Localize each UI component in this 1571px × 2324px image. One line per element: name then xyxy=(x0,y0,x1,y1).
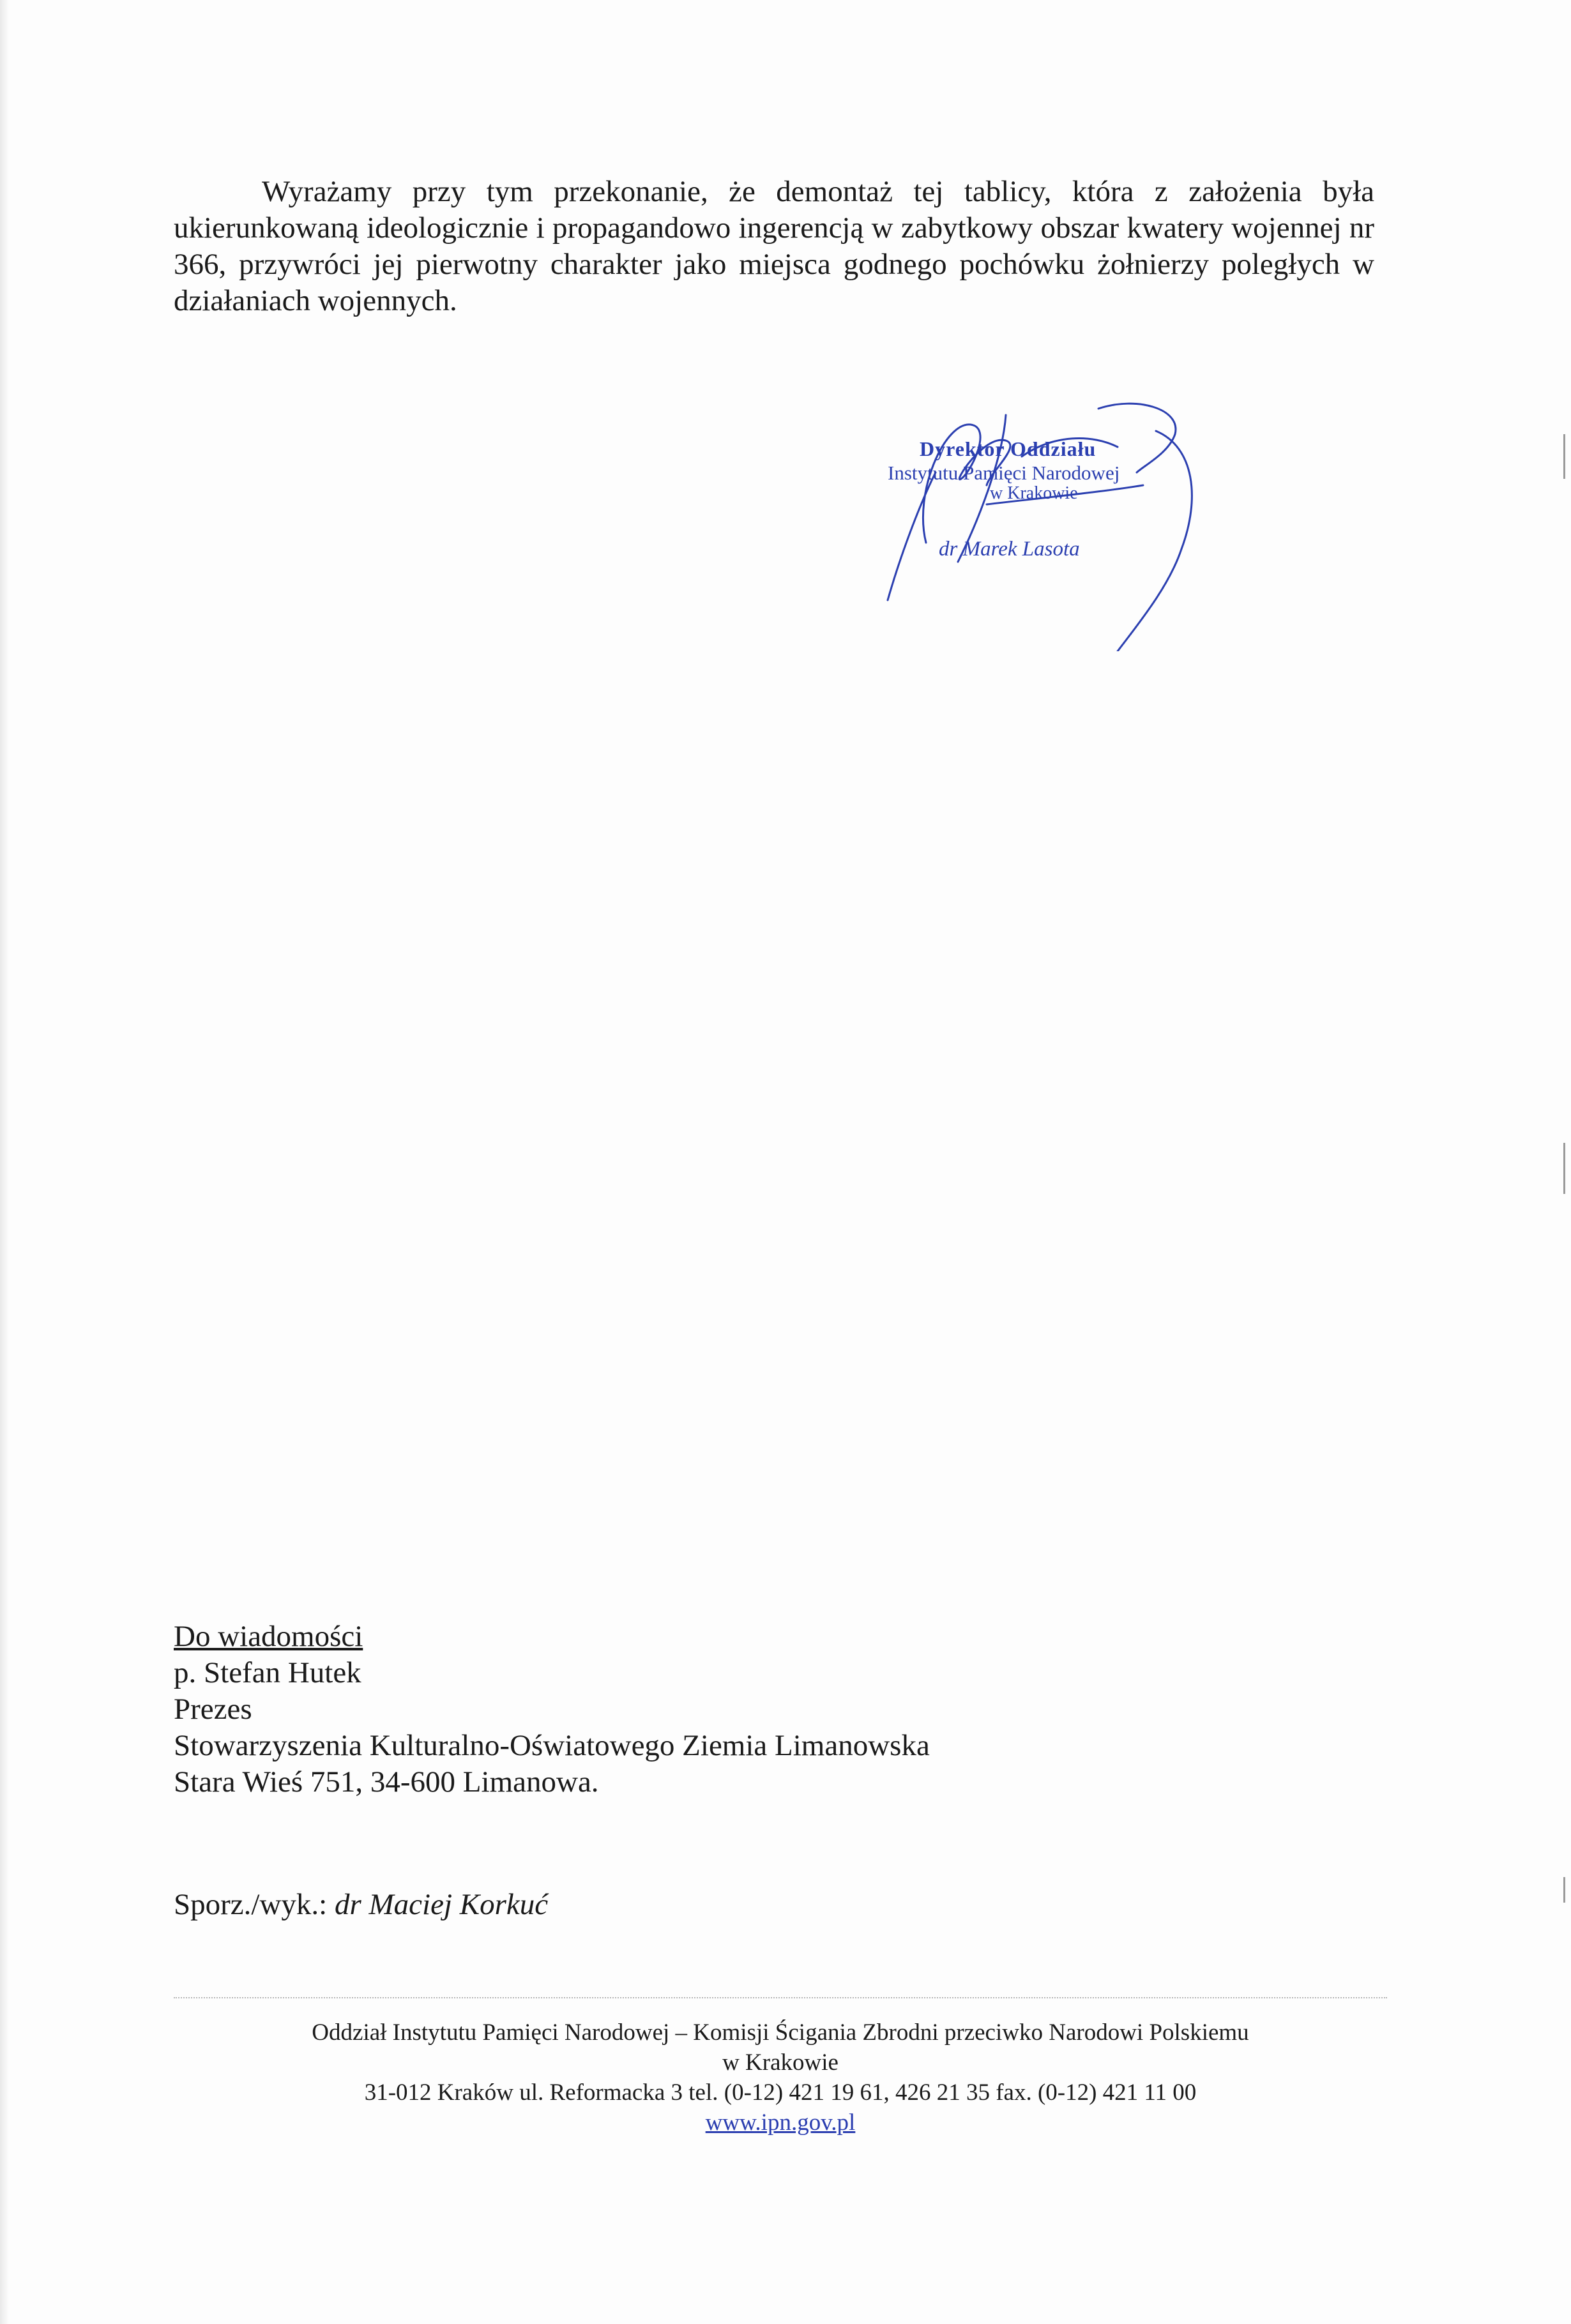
recipient-name: p. Stefan Hutek xyxy=(174,1656,361,1689)
signature-stamp xyxy=(875,396,1213,651)
scan-artifact xyxy=(1563,1877,1565,1903)
recipient-address: Stara Wieś 751, 34-600 Limanowa. xyxy=(174,1765,599,1799)
prepared-by-author: dr Maciej Korkuć xyxy=(334,1888,549,1921)
recipient-role: Prezes xyxy=(174,1693,252,1726)
prepared-by xyxy=(174,1887,548,1922)
footer-divider xyxy=(174,1997,1387,1998)
signature-scribble xyxy=(875,396,1213,651)
scan-edge-shadow xyxy=(0,0,9,2324)
signatory-name: dr Marek Lasota xyxy=(939,538,1080,561)
stamp-institution: Instytutu Pamięci Narodowej xyxy=(888,462,1120,484)
stamp-city: w Krakowie xyxy=(990,483,1078,503)
footer-institution: Oddział Instytutu Pamięci Narodowej – Komisji Ścigania Zbrodni przeciwko Narodowi Polskiemu xyxy=(312,2019,1249,2046)
letterhead-footer xyxy=(174,2018,1387,2138)
scan-artifact xyxy=(1563,1143,1565,1194)
prepared-by-label: Sporz./wyk.: xyxy=(174,1888,335,1921)
footer-website-link[interactable]: www.ipn.gov.pl xyxy=(705,2109,856,2136)
footer-contact: 31-012 Kraków ul. Reformacka 3 tel. (0-12) 421 19 61, 426 21 35 fax. (0-12) 421 11 00 xyxy=(364,2079,1197,2106)
stamp-title: Dyrektor Oddziału xyxy=(920,437,1097,460)
footer-city: w Krakowie xyxy=(722,2049,839,2076)
scan-artifact xyxy=(1563,434,1565,479)
letter-body xyxy=(174,174,1374,319)
copy-to-heading: Do wiadomości xyxy=(174,1620,363,1653)
copy-to-section xyxy=(174,1618,930,1800)
recipient-organization: Stowarzyszenia Kulturalno-Oświatowego Ziemia Limanowska xyxy=(174,1729,930,1762)
closing-paragraph: Wyrażamy przy tym przekonanie, że demontaż tej tablicy, która z założenia była ukierunkowaną ideologicznie i propagandowo ingerencją w zabytkowy obszar kwatery wojennej nr 366, przywróci jej pierwotny charakter jako miejsca godnego pochówku żołnierzy poległych w działaniach wojennych. xyxy=(174,175,1374,317)
